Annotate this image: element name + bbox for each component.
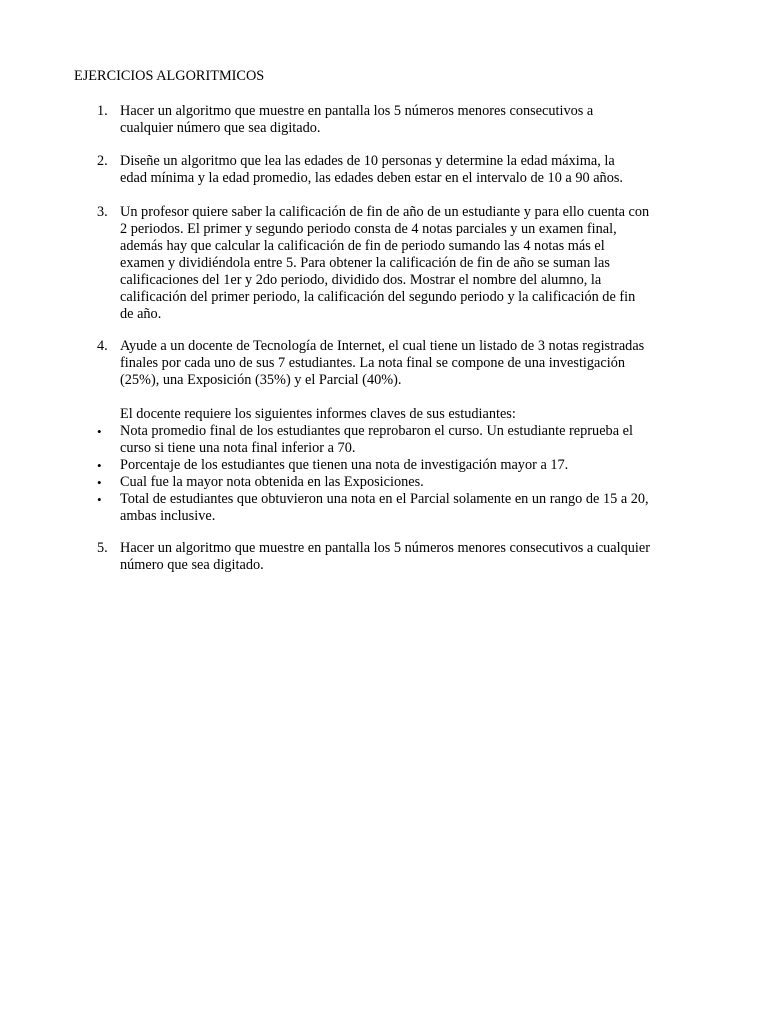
bullet-glyph: • <box>97 475 102 490</box>
exercise-text-line: cualquier número que sea digitado. <box>120 120 321 136</box>
bullet-text-line: ambas inclusive. <box>120 508 216 524</box>
document-title: EJERCICIOS ALGORITMICOS <box>74 68 265 84</box>
exercise-text-line: finales por cada uno de sus 7 estudiantes. La nota final se compone de una investigación <box>120 355 626 371</box>
bullet-glyph: • <box>97 458 102 473</box>
exercise-text-line: 2 periodos. El primer y segundo periodo consta de 4 notas parciales y un examen final, <box>120 221 617 237</box>
bullet-text-line: Porcentaje de los estudiantes que tienen una nota de investigación mayor a 17. <box>120 457 569 473</box>
exercise-text-line: Hacer un algoritmo que muestre en pantalla los 5 números menores consecutivos a <box>120 103 594 119</box>
exercise-text-line: número que sea digitado. <box>120 557 264 573</box>
exercise-intro-text: El docente requiere los siguientes informes claves de sus estudiantes: <box>120 406 516 422</box>
exercise-number: 1. <box>97 103 108 119</box>
bullet-glyph: • <box>97 492 102 507</box>
exercise-number: 5. <box>97 540 108 556</box>
bullet-glyph: • <box>97 424 102 439</box>
exercise-text-line: además hay que calcular la calificación de fin de periodo sumando las 4 notas más el <box>120 238 605 254</box>
exercise-text-line: Hacer un algoritmo que muestre en pantalla los 5 números menores consecutivos a cualquier <box>120 540 651 556</box>
exercise-number: 3. <box>97 204 108 220</box>
exercise-text-line: (25%), una Exposición (35%) y el Parcial (40%). <box>120 372 402 388</box>
exercise-text-line: edad mínima y la edad promedio, las edades deben estar en el intervalo de 10 a 90 años. <box>120 170 623 186</box>
exercise-text-line: Un profesor quiere saber la calificación de fin de año de un estudiante y para ello cuenta con <box>120 204 650 220</box>
exercise-number: 2. <box>97 153 108 169</box>
bullet-text-line: curso si tiene una nota final inferior a 70. <box>120 440 356 456</box>
exercise-text-line: calificaciones del 1er y 2do periodo, dividido dos. Mostrar el nombre del alumno, la <box>120 272 602 288</box>
exercise-text-line: Ayude a un docente de Tecnología de Internet, el cual tiene un listado de 3 notas registradas <box>120 338 645 354</box>
exercise-text-line: examen y dividiéndola entre 5. Para obtener la calificación de fin de año se suman las <box>120 255 610 271</box>
bullet-text-line: Total de estudiantes que obtuvieron una nota en el Parcial solamente en un rango de 15 a 20, <box>120 491 649 507</box>
exercise-text-line: calificación del primer periodo, la calificación del segundo periodo y la calificación de fin <box>120 289 636 305</box>
exercise-text-line: Diseñe un algoritmo que lea las edades de 10 personas y determine la edad máxima, la <box>120 153 615 169</box>
exercise-number: 4. <box>97 338 108 354</box>
bullet-text-line: Cual fue la mayor nota obtenida en las Exposiciones. <box>120 474 424 490</box>
exercise-text-line: de año. <box>120 306 162 322</box>
bullet-text-line: Nota promedio final de los estudiantes que reprobaron el curso. Un estudiante reprueba el <box>120 423 633 439</box>
